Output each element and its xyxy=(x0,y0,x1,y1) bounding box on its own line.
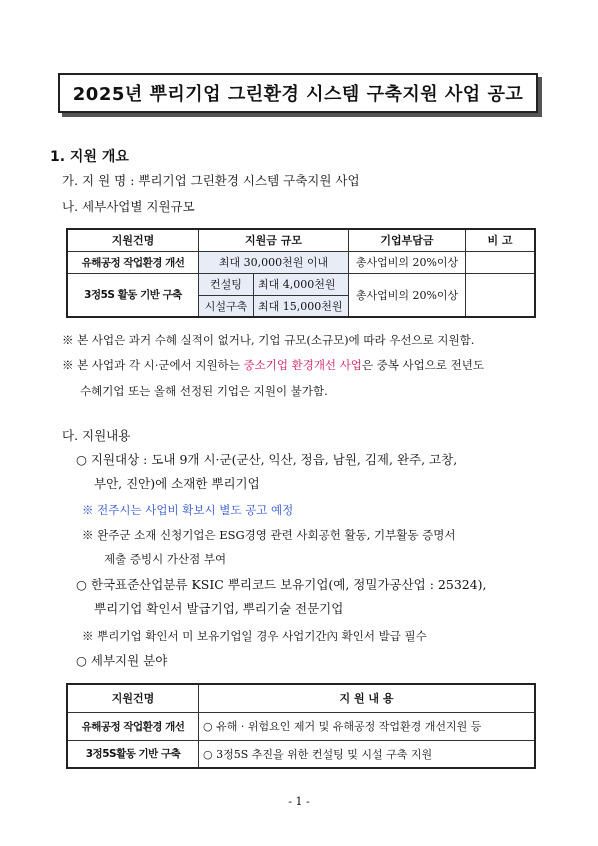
item-ga xyxy=(62,172,360,190)
item-na-label: 나. xyxy=(62,199,79,214)
note-duplicate-b: 은 중복 사업으로 전년도 xyxy=(361,358,484,372)
table-header: 지원건명 xyxy=(67,229,199,251)
table-cell-burden: 총사업비의 20%이상 xyxy=(349,251,466,273)
table-header: 지원건명 xyxy=(67,684,199,712)
note-duplicate-a: ※ 본 사업과 각 시·군에서 지원하는 xyxy=(62,358,244,372)
item-da: 다. 지원내용 xyxy=(62,428,131,443)
table-row-name: 유해공정 작업환경 개선 xyxy=(67,712,199,740)
support-content-table xyxy=(66,683,536,769)
item-ga-label: 가. xyxy=(62,173,79,188)
bullet-detail: ○ 세부지원 분야 xyxy=(76,653,168,668)
table-row-name: 유해공정 작업환경 개선 xyxy=(67,251,199,273)
remark-wanju-cont: 제출 증빙시 가산점 부여 xyxy=(104,552,227,566)
item-na xyxy=(62,198,195,216)
bullet-target: ○ 지원대상 : 도내 9개 시·군(군산, 익산, 정읍, 남원, 김제, 완주, 고창, xyxy=(76,452,458,467)
table-cell-note xyxy=(466,251,536,273)
note-duplicate-cont: 수혜기업 또는 올해 선정된 기업은 지원이 불가함. xyxy=(80,384,328,398)
table-header: 비 고 xyxy=(466,229,536,251)
support-scale-table xyxy=(66,228,536,318)
note-duplicate xyxy=(62,356,484,374)
page-title: 2025년 뿌리기업 그린환경 시스템 구축지원 사업 공고 xyxy=(58,73,538,113)
note-duplicate-highlight: 중소기업 환경개선 사업 xyxy=(243,358,362,372)
remark-certificate: ※ 뿌리기업 확인서 미 보유기업일 경우 사업기간內 확인서 발급 필수 xyxy=(82,629,427,643)
table-row-name: 3정5S활동 기반 구축 xyxy=(67,740,199,768)
table-cell-burden: 총사업비의 20%이상 xyxy=(349,273,466,317)
table-cell-content: ○ 3정5S 추진을 위한 컨설팅 및 시설 구축 지원 xyxy=(199,740,536,768)
page-number: - 1 - xyxy=(288,795,310,808)
table-header: 지 원 내 용 xyxy=(199,684,536,712)
table-cell-note xyxy=(466,273,536,317)
table-header: 지원금 규모 xyxy=(199,229,349,251)
bullet-ksic: ○ 한국표준산업분류 KSIC 뿌리코드 보유기업(예, 정밀가공산업 : 25324), xyxy=(76,577,487,592)
table-cell-kind: 시설구축 xyxy=(199,295,254,317)
bullet-target-cont: 부안, 진안)에 소재한 뿌리기업 xyxy=(94,476,260,491)
item-ga-text: 지 원 명 : 뿌리기업 그린환경 시스템 구축지원 사업 xyxy=(82,173,360,188)
note-priority: ※ 본 사업은 과거 수혜 실적이 없거나, 기업 규모(소규모)에 따라 우선으로 지원함. xyxy=(62,333,475,347)
bullet-ksic-cont: 뿌리기업 확인서 발급기업, 뿌리기술 전문기업 xyxy=(94,601,344,616)
item-na-text: 세부사업별 지원규모 xyxy=(82,199,195,214)
table-header: 기업부담금 xyxy=(349,229,466,251)
remark-jeonju: ※ 전주시는 사업비 확보시 별도 공고 예정 xyxy=(82,503,294,517)
table-cell-kind: 컨설팅 xyxy=(199,273,254,295)
remark-wanju: ※ 완주군 소재 신청기업은 ESG경영 관련 사회공헌 활동, 기부활동 증명서 xyxy=(82,528,456,542)
table-cell-amount: 최대 30,000천원 이내 xyxy=(199,251,349,273)
table-row-name: 3정5S 활동 기반 구축 xyxy=(67,273,199,317)
table-cell-amount: 최대 4,000천원 xyxy=(254,273,349,295)
table-cell-content: ○ 유해 · 위험요인 제거 및 유해공정 작업환경 개선지원 등 xyxy=(199,712,536,740)
table-cell-amount: 최대 15,000천원 xyxy=(254,295,349,317)
section-heading: 1. 지원 개요 xyxy=(50,149,129,165)
